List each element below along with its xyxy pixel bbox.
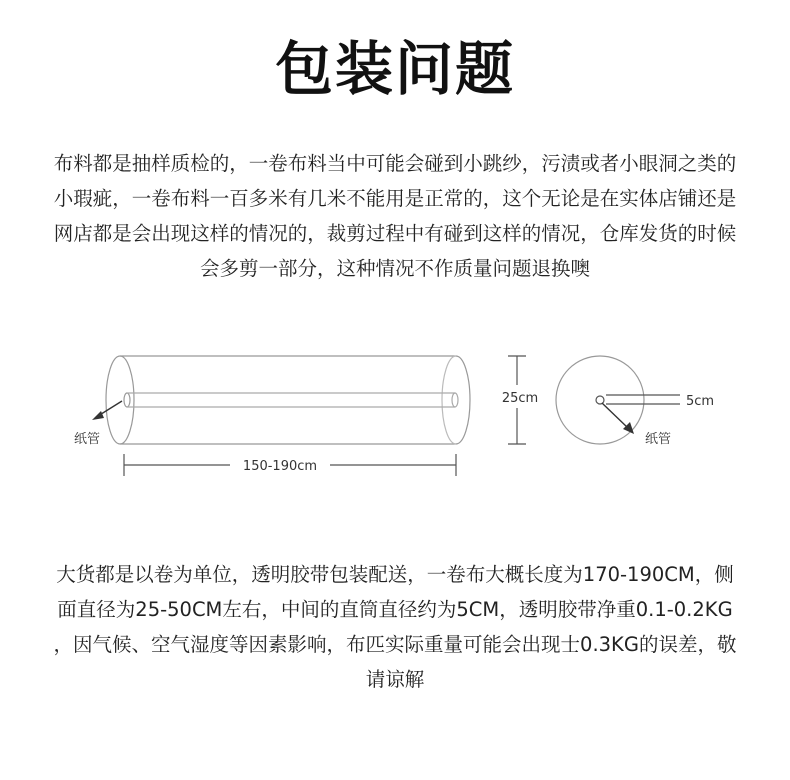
fabric-roll-diagram xyxy=(0,340,790,490)
paragraph-line: 面直径为25-50CM左右，中间的直筒直径约为5CM，透明胶带净重0.1-0.2KG xyxy=(57,598,733,621)
paragraph-line: 布料都是抽样质检的，一卷布料当中可能会碰到小跳纱，污渍或者小眼洞之类的 xyxy=(53,152,737,175)
tube-label-right: 纸管 xyxy=(645,432,672,447)
shipping-note-paragraph xyxy=(28,557,762,697)
length-label: 150-190cm xyxy=(242,459,318,474)
page-title: 包装问题 xyxy=(274,35,515,103)
paragraph-line: 请谅解 xyxy=(365,668,425,691)
paragraph-line: 会多剪一部分，这种情况不作质量问题退换噢 xyxy=(199,257,590,280)
quality-note-paragraph xyxy=(28,146,762,286)
diameter-label: 25cm xyxy=(501,391,539,406)
roll-side-view xyxy=(106,356,470,444)
roll-end-view xyxy=(556,356,680,444)
tube-label-left: 纸管 xyxy=(74,432,101,447)
core-diameter-label: 5cm xyxy=(686,394,715,409)
paragraph-line: 大货都是以卷为单位，透明胶带包装配送，一卷布大概长度为170-190CM，侧 xyxy=(56,563,734,586)
tube-pointer-arrow-right xyxy=(602,403,634,434)
paragraph-line: 小瑕疵，一卷布料一百多米有几米不能用是正常的，这个无论是在实体店铺还是 xyxy=(53,187,737,210)
paragraph-line: 网店都是会出现这样的情况的，裁剪过程中有碰到这样的情况，仓库发货的时候 xyxy=(53,222,737,245)
paragraph-line: ，因气候、空气湿度等因素影响，布匹实际重量可能会出现士0.3KG的误差，敬 xyxy=(53,633,737,656)
